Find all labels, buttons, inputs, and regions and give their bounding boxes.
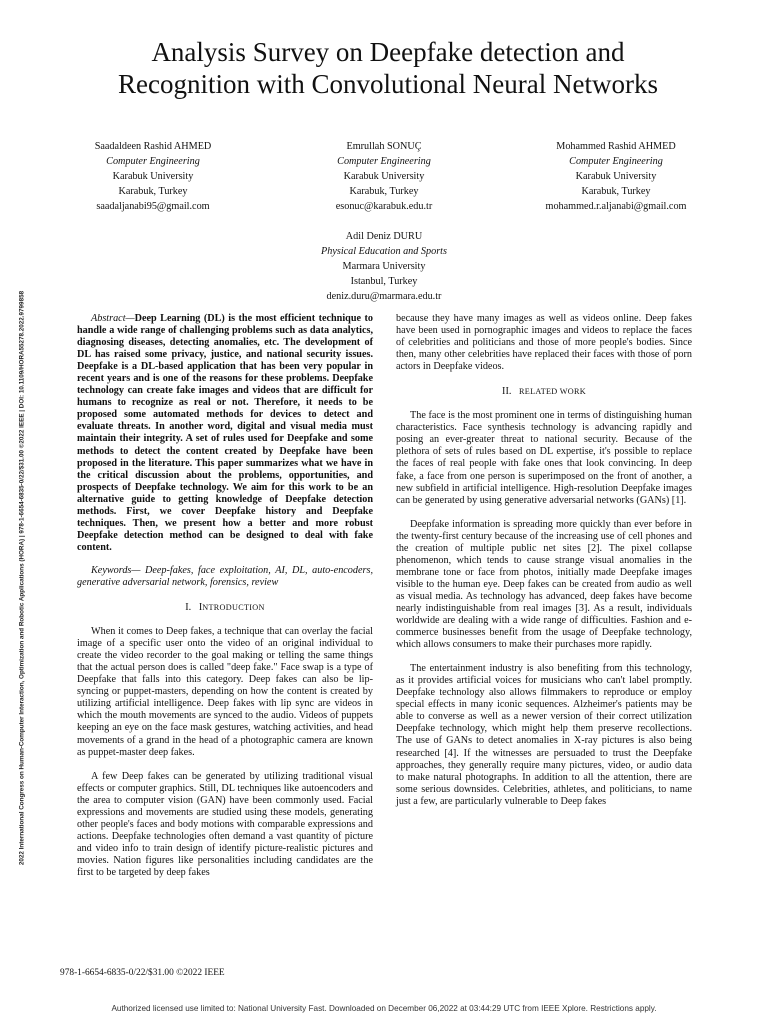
author-email: saadaljanabi95@gmail.com — [96, 201, 210, 212]
conference-strip-text: 2022 International Congress on Human-Computer Interaction, Optimization and Robotic Applications (HORA) | 978-1-6654-6835-0/22/$31.00 ©2022 IEEE | DOI: 10.1109/HORA55278.2022.9799858 — [18, 290, 26, 866]
license-note: Authorized licensed use limited to: National University Fast. Downloaded on December 06,2022 at 03:44:29 UTC from IEEE Xplore. Restrictions apply. — [111, 1004, 657, 1013]
abstract — [77, 313, 373, 554]
abstract-label: Abstract— — [91, 313, 135, 324]
abstract-text: Deep Learning (DL) is the most efficient technique to handle a wide range of challenging problems such as data analytics, diagnosing diseases, detecting anomalies, etc. The development of DL has raised some privacy, justice, and national security issues. Deepfake is a DL-based application that has been very popular in recent years and is one of the reasons for these problems. Deepfake technology can create fake images and videos that are difficult for humans to recognize as real or not. Therefore, it needs to be proposed some automated methods for devices to detect and evaluate threats. In another word, digital and visual media must maintain their integrity. A set of rules used for Deepfake and some methods to detect the content created by Deepfake have been proposed in the literature. This paper summarizes what we have in the critical discussion about the problems, opportunities, and prospects of Deepfake technology. We aim for this work to be an alternative guide to getting knowledge of Deepfake detection methods. First, we cover Deepfake history and Deepfake techniques. Then, we present how a better and more robust Deepfake detection method can be designed to deal with fake content. — [77, 313, 373, 553]
author-name: Mohammed Rashid AHMED — [556, 141, 676, 152]
author-univ: Karabuk University — [112, 171, 194, 182]
title-line-1: Analysis Survey on Deepfake detection and — [151, 37, 625, 67]
author-city: Karabuk, Turkey — [349, 186, 419, 197]
author-block-2 — [289, 139, 479, 214]
right-column — [396, 313, 692, 808]
author-email: esonuc@karabuk.edu.tr — [335, 201, 433, 212]
paper-title — [60, 36, 716, 100]
author-dept: Computer Engineering — [569, 156, 663, 167]
author-block-1 — [58, 139, 248, 214]
author-univ: Karabuk University — [343, 171, 425, 182]
paragraph-intro-1: When it comes to Deep fakes, a technique that can overlay the facial image of a specific user onto the video of an original individual to create the video recorder to the goal making or telling the same things that the actual person does is called "deep fake." Face swap is a type of Deepfake that falls into this category. Deep fakes can also be lip-syncing or puppet-masters, depending on how the content is created by utilizing artificial intelligence. Deep fakes with lip sync are videos in which the mouth movements are synced to the audio. Videos of puppets keeping an eye on the face mask gestures, watching activities, and head movements of a grand in the head of a photographic camera are known as puppet-master deep fakes. — [77, 626, 373, 758]
author-email: mohammed.r.aljanabi@gmail.com — [545, 201, 687, 212]
paragraph-related-2: Deepfake information is spreading more quickly than ever before in the twenty-first century because of the increasing use of cell phones and the creation of multiple public net sites [2]. The pixel collapse phenomenon, which tends to cause strange visual anomalies in the membrane tone or face from photos, initially made Deepfake images visible to the human eye. Deep fakes can be created from audio as well as visual media. As technology has advanced, deep fakes have become nearly indistinguishable from real images [3]. As a result, individuals worldwide are dealing with a wide range of difficulties. Fashion and e-commerce businesses benefit from the usage of Deepfake technology, which allows consumers to make their purchases more rapidly. — [396, 518, 692, 651]
author-block-3 — [521, 139, 711, 214]
author-dept: Physical Education and Sports — [321, 246, 447, 257]
paragraph-related-1: The face is the most prominent one in terms of distinguishing human characteristics. Face synthesis technology is advancing rapidly and posing an ever-greater threat to national security. Because of the plethora of sets of rules based on DL expertise, it's possible to replace the faces of real people with fake ones that look convincing. In deep fake, a face from one person is superimposed on the front of another, a new subfield in artificial intelligence. High-resolution Deepfake images can be generated by using generative adversarial networks (GANs) [1]. — [396, 410, 692, 506]
section-heading-introduction: I. INTRODUCTION — [185, 602, 265, 614]
author-city: Karabuk, Turkey — [581, 186, 651, 197]
author-dept: Computer Engineering — [337, 156, 431, 167]
section-heading-related-work: II. RELATED WORK — [502, 386, 586, 398]
author-city: Istanbul, Turkey — [350, 276, 418, 287]
paragraph-related-3: The entertainment industry is also benefiting from this technology, as it provides artificial voices for musicians who can't label promptly. Deepfake technology also allows filmmakers to reproduce or employ special effects in many iconic sequences. Alzheimer's patients may be able to converse as well as a newer version of their correct utilization Deepfake technology, which might help them preserve recollections. The use of GANs to detect anomalies in X-ray pictures is also being researched [4]. If the witnesses are persuaded to trust the Deepfake approaches, they generally require many pictures, video, or audio data to make natural photographs. In addition to all the attention, there are some serious downsides. Celebrities, athletes, and politicians, to name just a few, are particularly vulnerable to Deep fakes — [396, 663, 692, 807]
author-block-4 — [289, 229, 479, 304]
left-column — [77, 313, 373, 879]
paragraph-intro-2: A few Deep fakes can be generated by utilizing traditional visual effects or computer graphics. Still, DL techniques like autoencoders and the area to computer vision (GAN) have been commonly used. Facial expressions and movements are studied using these models, generating other people's faces and body motions with comparable expressions and actions. Deepfake technologies often demand a vast quantity of picture and video info to train design of identify picture-realistic pictures and movies. Nation figures like personalities including candidates are the first to be targeted by deep fakes — [77, 770, 373, 878]
side-strip — [0, 168, 44, 988]
title-line-2: Recognition with Convolutional Neural Networks — [118, 69, 658, 99]
paragraph-intro-continued: because they have many images as well as videos online. Deep fakes have been used in pornographic images and videos to replace the faces of celebrities and politicians and those of more people's bodies. Since then, many other celebrities have replaced their faces with those of porn actors in Deepfake videos. — [396, 313, 692, 373]
author-univ: Marmara University — [342, 261, 426, 272]
keywords: Keywords— Deep-fakes, face exploitation, AI, DL, auto-encoders, generative adversarial network, forensics, review — [77, 564, 373, 588]
author-name: Emrullah SONUÇ — [346, 141, 422, 152]
author-email: deniz.duru@marmara.edu.tr — [326, 291, 442, 302]
author-dept: Computer Engineering — [106, 156, 200, 167]
copyright-footer: 978-1-6654-6835-0/22/$31.00 ©2022 IEEE — [60, 968, 225, 978]
author-name: Adil Deniz DURU — [345, 231, 423, 242]
author-name: Saadaldeen Rashid AHMED — [94, 141, 212, 152]
author-city: Karabuk, Turkey — [118, 186, 188, 197]
author-univ: Karabuk University — [575, 171, 657, 182]
